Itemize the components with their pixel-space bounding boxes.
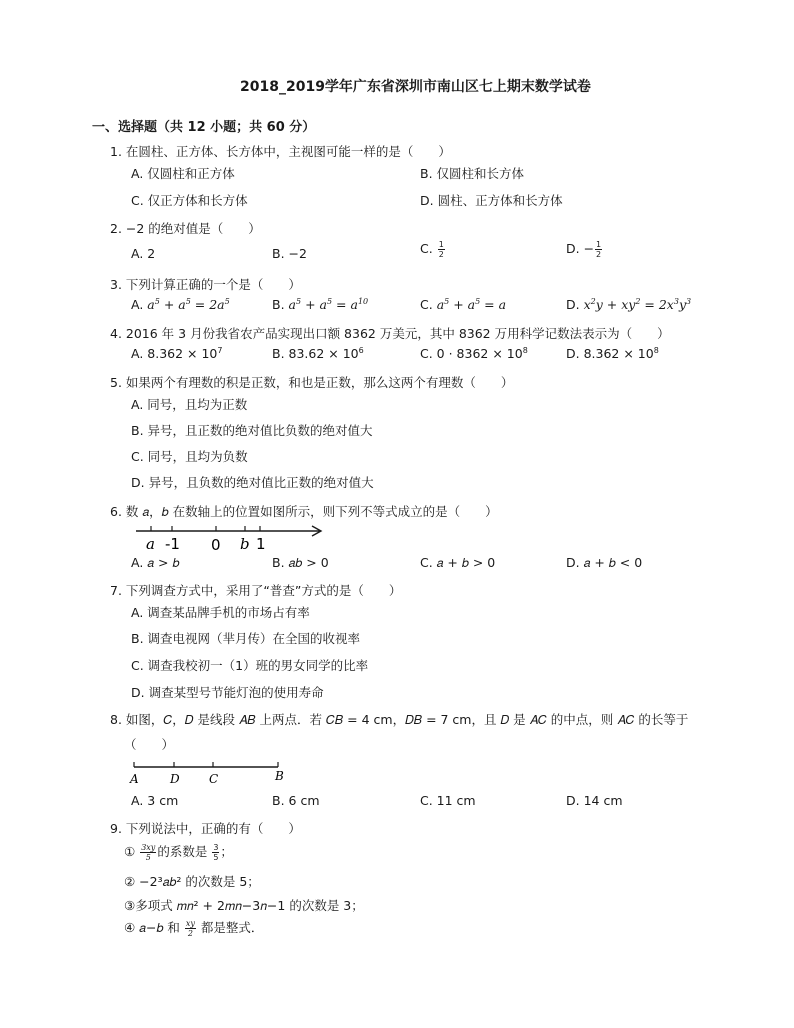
page-title: 2018_2019学年广东省深圳市南山区七上期末数学试卷 bbox=[240, 79, 591, 95]
q9-statement-2: ② −2³𝑎𝑏² 的次数是 5； bbox=[124, 874, 260, 889]
q3-a-label: A. bbox=[131, 297, 144, 313]
q2-option-c[interactable] bbox=[420, 240, 446, 259]
q9-s1-fraction bbox=[140, 843, 156, 862]
q9-s1-value-numerator: 3 bbox=[213, 843, 219, 852]
question-2-stem: 2. −2 的绝对值是（ ） bbox=[110, 221, 261, 236]
q4-option-d[interactable] bbox=[566, 346, 659, 361]
q2-option-b[interactable]: B. −2 bbox=[272, 246, 307, 261]
q9-s4-pre: ④ 𝑎−𝑏 和 bbox=[124, 920, 180, 935]
question-5-stem: 5. 如果两个有理数的积是正数，和也是正数，那么这两个有理数（ ） bbox=[110, 375, 514, 390]
q9-s4-numerator: xy bbox=[185, 919, 195, 928]
q9-statement-1 bbox=[124, 842, 233, 862]
q4-d-exponent: 8 bbox=[653, 346, 659, 355]
question-7-stem: 7. 下列调查方式中，采用了“普查”方式的是（ ） bbox=[110, 583, 402, 598]
q3-option-b[interactable] bbox=[272, 297, 368, 312]
q4-b-exponent: 6 bbox=[358, 346, 364, 355]
q7-option-c[interactable]: C. 调查我校初一（1）班的男女同学的比率 bbox=[131, 658, 369, 673]
q7-option-d[interactable]: D. 调查某型号节能灯泡的使用寿命 bbox=[131, 685, 324, 700]
question-8-stem: 8. 如图，𝐶，𝐷 是线段 𝐴𝐵 上两点．若 𝐶𝐵 = 4 cm，𝐷𝐵 = 7 cm，且 𝐷 是 𝐴𝐶 的中点，则 𝐴𝐶 的长等于 bbox=[110, 712, 689, 727]
q4-d-text: D. 8.362 × 10 bbox=[566, 346, 654, 362]
q6-option-a[interactable]: A. 𝑎 > 𝑏 bbox=[131, 555, 180, 570]
q2-option-d-fraction bbox=[595, 240, 602, 259]
q1-option-d[interactable]: D. 圆柱、正方体和长方体 bbox=[420, 193, 563, 208]
q2-d-denominator: 2 bbox=[596, 250, 602, 259]
question-4-stem: 4. 2016 年 3 月份我省农产品实现出口额 8362 万美元，其中 8362 万用科学记数法表示为（ ） bbox=[110, 326, 670, 341]
label-a: a bbox=[146, 535, 155, 553]
q9-statement-4 bbox=[124, 918, 263, 938]
q3-b-formula: $a^5 + a^5 = a^{10}$ bbox=[288, 297, 369, 313]
segment-figure bbox=[128, 758, 292, 788]
q2-option-a[interactable]: A. 2 bbox=[131, 246, 156, 261]
q4-c-exponent: 8 bbox=[522, 346, 528, 355]
q4-option-b[interactable] bbox=[272, 346, 364, 361]
q3-c-label: C. bbox=[420, 297, 433, 313]
number-line-figure bbox=[134, 520, 334, 554]
q7-option-a[interactable]: A. 调查某品牌手机的市场占有率 bbox=[131, 605, 310, 620]
q3-option-c[interactable] bbox=[420, 297, 506, 312]
q2-option-c-fraction bbox=[438, 240, 445, 259]
question-6-stem: 6. 数 𝑎，𝑏 在数轴上的位置如图所示，则下列不等式成立的是（ ） bbox=[110, 504, 498, 519]
label-point-b: B bbox=[275, 769, 284, 783]
question-9-stem: 9. 下列说法中，正确的有（ ） bbox=[110, 821, 301, 836]
q5-option-d[interactable]: D. 异号，且负数的绝对值比正数的绝对值大 bbox=[131, 475, 374, 490]
q6-option-b[interactable]: B. 𝑎𝑏 > 0 bbox=[272, 555, 329, 570]
label-point-d: D bbox=[170, 772, 180, 786]
q5-option-c[interactable]: C. 同号，且均为负数 bbox=[131, 449, 248, 464]
q9-s1-value-denominator: 5 bbox=[213, 853, 219, 862]
q1-option-a[interactable]: A. 仅圆柱和正方体 bbox=[131, 166, 235, 181]
q1-option-c[interactable]: C. 仅正方体和长方体 bbox=[131, 193, 248, 208]
label-zero: 0 bbox=[211, 536, 221, 554]
label-b: b bbox=[240, 535, 250, 553]
q3-a-formula: $a^5 + a^5 = 2a^5$ bbox=[147, 297, 230, 313]
q9-s1-mark: ① bbox=[124, 844, 136, 859]
q9-s1-end: ； bbox=[220, 844, 233, 859]
q9-s1-mid: 的系数是 bbox=[157, 844, 208, 859]
q8-option-a[interactable]: A. 3 cm bbox=[131, 793, 179, 808]
q8-option-d[interactable]: D. 14 cm bbox=[566, 793, 623, 808]
q7-option-b[interactable]: B. 调查电视网（芈月传）在全国的收视率 bbox=[131, 631, 361, 646]
q9-s1-denominator: 5 bbox=[145, 853, 151, 862]
q2-c-numerator: 1 bbox=[438, 240, 444, 249]
q9-statement-3: ③多项式 𝑚𝑛² + 2𝑚𝑛−3𝑛−1 的次数是 3； bbox=[124, 898, 364, 913]
q4-a-exponent: 7 bbox=[217, 346, 223, 355]
q2-option-d[interactable] bbox=[566, 240, 603, 259]
q8-option-c[interactable]: C. 11 cm bbox=[420, 793, 476, 808]
q2-option-d-label: D. − bbox=[566, 241, 595, 256]
q6-option-d[interactable]: D. 𝑎 + 𝑏 < 0 bbox=[566, 555, 643, 570]
q3-c-formula: $a^5 + a^5 = a$ bbox=[436, 297, 507, 313]
q1-option-b[interactable]: B. 仅圆柱和长方体 bbox=[420, 166, 525, 181]
q3-d-formula: $x^2y + xy^2 = 2x^3y^3$ bbox=[583, 297, 692, 313]
label-point-a: A bbox=[130, 772, 139, 786]
q9-s1-value-fraction bbox=[212, 843, 219, 862]
q9-s4-denominator: 2 bbox=[187, 929, 193, 938]
label-one: 1 bbox=[256, 535, 266, 553]
question-3-stem: 3. 下列计算正确的一个是（ ） bbox=[110, 277, 301, 292]
q3-option-d[interactable] bbox=[566, 297, 691, 312]
q9-s1-numerator: 3xy bbox=[141, 843, 156, 852]
q9-s4-fraction bbox=[185, 919, 196, 938]
q3-d-label: D. bbox=[566, 297, 580, 313]
q5-option-b[interactable]: B. 异号，且正数的绝对值比负数的绝对值大 bbox=[131, 423, 373, 438]
q4-a-text: A. 8.362 × 10 bbox=[131, 346, 218, 362]
q9-s4-end: 都是整式． bbox=[200, 920, 264, 935]
q4-option-c[interactable] bbox=[420, 346, 528, 361]
q2-option-c-label: C. bbox=[420, 241, 433, 256]
q6-option-c[interactable]: C. 𝑎 + 𝑏 > 0 bbox=[420, 555, 496, 570]
question-1-stem: 1. 在圆柱、正方体、长方体中，主视图可能一样的是（ ） bbox=[110, 144, 451, 159]
q4-b-text: B. 83.62 × 10 bbox=[272, 346, 359, 362]
label-minus-one: -1 bbox=[165, 535, 180, 553]
q2-d-numerator: 1 bbox=[596, 240, 602, 249]
q8-option-b[interactable]: B. 6 cm bbox=[272, 793, 320, 808]
q5-option-a[interactable]: A. 同号，且均为正数 bbox=[131, 397, 248, 412]
q4-c-text: C. 0 · 8362 × 10 bbox=[420, 346, 523, 362]
question-8-stem-tail: （ ） bbox=[124, 737, 175, 752]
q4-option-a[interactable] bbox=[131, 346, 222, 361]
section-heading: 一、选择题（共 12 小题；共 60 分） bbox=[92, 120, 316, 135]
q3-b-label: B. bbox=[272, 297, 285, 313]
q3-option-a[interactable] bbox=[131, 297, 230, 312]
q2-c-denominator: 2 bbox=[438, 250, 444, 259]
label-point-c: C bbox=[209, 772, 219, 786]
